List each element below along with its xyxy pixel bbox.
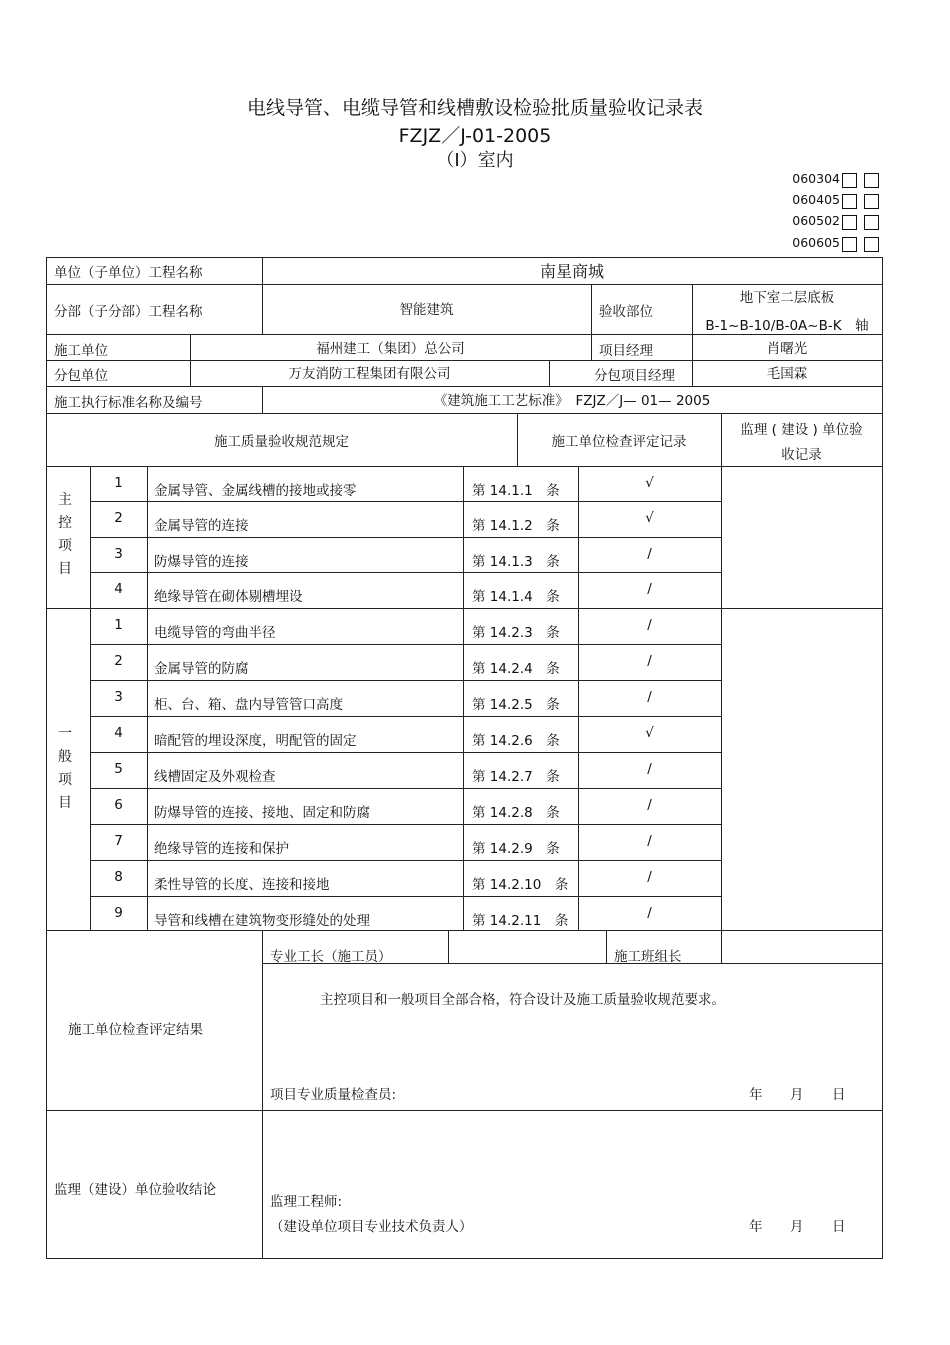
project-manager-label: 项目经理 (599, 343, 653, 359)
code-number: 060502 (792, 213, 840, 228)
code-checkbox[interactable] (842, 194, 857, 209)
standard-value: 《建筑施工工艺标准》 FZJZ／J— 01— 2005 (433, 393, 711, 409)
item-name: 暗配管的埋设深度，明配管的固定 (154, 733, 357, 749)
item-number: 4 (114, 725, 123, 741)
item-name: 柔性导管的长度、连接和接地 (154, 877, 330, 893)
item-number: 2 (114, 510, 123, 526)
sub-project-value: 智能建筑 (399, 302, 454, 318)
item-name: 绝缘导管在砌体剔槽埋设 (154, 589, 303, 605)
item-result: √ (645, 510, 654, 526)
table-rule (46, 386, 883, 387)
table-rule (46, 284, 883, 285)
code-checkbox[interactable] (842, 237, 857, 252)
table-rule (448, 930, 449, 964)
item-clause: 第 14.1.4 条 (472, 589, 560, 605)
table-rule (46, 466, 883, 467)
date-month: 月 (790, 1087, 804, 1103)
table-rule (90, 860, 722, 861)
acceptance-location-line1: 地下室二层底板 (739, 290, 835, 306)
item-clause: 第 14.2.6 条 (472, 733, 560, 749)
supervisor-sub-label: （建设单位项目专业技术负责人） (270, 1219, 473, 1235)
sub-manager-value: 毛国霖 (766, 366, 808, 382)
date-month-2: 月 (790, 1219, 804, 1235)
item-clause: 第 14.2.7 条 (472, 769, 560, 785)
form-code: FZJZ／J-01-2005 (398, 125, 552, 147)
item-number: 2 (114, 653, 123, 669)
subcontractor-label: 分包单位 (54, 368, 108, 384)
code-checkbox[interactable] (842, 173, 857, 188)
table-rule (90, 680, 722, 681)
item-number: 4 (114, 581, 123, 597)
table-rule (721, 930, 722, 964)
item-number: 8 (114, 869, 123, 885)
code-checkbox[interactable] (842, 215, 857, 230)
item-number: 6 (114, 797, 123, 813)
code-number: 060304 (792, 171, 840, 186)
item-name: 导管和线槽在建筑物变形缝处的处理 (154, 913, 370, 929)
item-clause: 第 14.1.3 条 (472, 554, 560, 570)
date-day-2: 日 (832, 1219, 846, 1235)
item-name: 柜、台、箱、盘内导管管口高度 (154, 697, 343, 713)
table-rule (147, 466, 148, 931)
unit-project-label: 单位（子单位）工程名称 (54, 265, 203, 281)
item-result: / (647, 546, 652, 562)
table-rule (591, 284, 592, 361)
item-number: 3 (114, 689, 123, 705)
code-checkbox[interactable] (864, 215, 879, 230)
table-rule (46, 930, 883, 931)
subcontractor-value: 万友消防工程集团有限公司 (288, 366, 451, 382)
table-rule (90, 752, 722, 753)
item-result: √ (645, 725, 654, 741)
item-number: 3 (114, 546, 123, 562)
table-rule (90, 824, 722, 825)
contractor-result-text: 主控项目和一般项目全部合格，符合设计及施工质量验收规范要求。 (320, 992, 725, 1008)
check-column-header: 施工单位检查评定记录 (551, 434, 687, 450)
table-rule (463, 466, 464, 931)
contractor-label: 施工单位 (54, 343, 108, 359)
item-result: / (647, 653, 652, 669)
date-day: 日 (832, 1087, 846, 1103)
form-subtitle: （Ⅰ）室内 (436, 150, 514, 171)
team-leader-label: 施工班组长 (614, 949, 682, 965)
supervision-conclusion-label: 监理（建设）单位验收结论 (54, 1182, 216, 1198)
item-result: / (647, 617, 652, 633)
item-clause: 第 14.2.8 条 (472, 805, 560, 821)
table-rule (46, 608, 883, 609)
acceptance-location-line2: B-1~B-10/B-0A~B-K 轴 (705, 318, 869, 334)
supervision-column-header-line2: 收记录 (781, 447, 822, 463)
table-rule (90, 644, 722, 645)
item-name: 金属导管的连接 (154, 518, 249, 534)
item-clause: 第 14.2.5 条 (472, 697, 560, 713)
item-clause: 第 14.1.1 条 (472, 483, 560, 499)
table-rule (90, 716, 722, 717)
item-number: 1 (114, 475, 123, 491)
item-name: 防爆导管的连接 (154, 554, 249, 570)
table-rule (721, 413, 722, 931)
item-result: / (647, 689, 652, 705)
table-rule (90, 788, 722, 789)
item-clause: 第 14.2.10 条 (472, 877, 569, 893)
item-clause: 第 14.2.3 条 (472, 625, 560, 641)
main-group-label: 主 控 项 目 (58, 492, 72, 577)
general-group-label: 一 般 项 目 (58, 726, 72, 811)
table-rule (549, 360, 550, 387)
contractor-result-label: 施工单位检查评定结果 (68, 1022, 203, 1038)
inspector-label: 项目专业质量检查员: (270, 1087, 397, 1103)
table-rule (606, 930, 607, 964)
date-year-2: 年 (749, 1219, 763, 1235)
code-number: 060605 (792, 235, 840, 250)
item-result: / (647, 905, 652, 921)
item-result: √ (645, 475, 654, 491)
table-rule (90, 501, 722, 502)
table-rule (262, 930, 263, 1259)
code-checkbox[interactable] (864, 173, 879, 188)
item-result: / (647, 581, 652, 597)
standard-label: 施工执行标准名称及编号 (54, 395, 203, 411)
item-name: 线槽固定及外观检查 (154, 769, 276, 785)
form-title: 电线导管、电缆导管和线槽敷设检验批质量验收记录表 (246, 97, 703, 119)
item-clause: 第 14.1.2 条 (472, 518, 560, 534)
sub-project-label: 分部（子分部）工程名称 (54, 304, 203, 320)
table-rule (46, 257, 47, 1259)
code-checkbox[interactable] (864, 237, 879, 252)
item-result: / (647, 797, 652, 813)
code-checkbox[interactable] (864, 194, 879, 209)
table-rule (90, 572, 722, 573)
sub-manager-label: 分包项目经理 (594, 368, 675, 384)
item-name: 金属导管的防腐 (154, 661, 249, 677)
spec-column-header: 施工质量验收规范规定 (214, 434, 349, 450)
item-name: 绝缘导管的连接和保护 (154, 841, 289, 857)
table-rule (46, 1110, 883, 1111)
table-rule (882, 257, 883, 1259)
item-clause: 第 14.2.9 条 (472, 841, 560, 857)
table-rule (46, 334, 883, 335)
project-manager-value: 肖曙光 (766, 341, 808, 357)
table-rule (90, 896, 722, 897)
item-name: 电缆导管的弯曲半径 (154, 625, 276, 641)
item-name: 防爆导管的连接、接地、固定和防腐 (154, 805, 370, 821)
table-rule (46, 257, 883, 258)
foreman-label: 专业工长（施工员） (270, 949, 392, 965)
table-rule (46, 360, 883, 361)
item-number: 5 (114, 761, 123, 777)
item-result: / (647, 761, 652, 777)
item-number: 7 (114, 833, 123, 849)
item-number: 9 (114, 905, 123, 921)
date-year: 年 (749, 1087, 763, 1103)
item-clause: 第 14.2.4 条 (472, 661, 560, 677)
unit-project-value: 南星商城 (539, 262, 604, 281)
item-name: 金属导管、金属线槽的接地或接零 (154, 483, 357, 499)
item-result: / (647, 833, 652, 849)
contractor-value: 福州建工（集团）总公司 (316, 341, 465, 357)
table-rule (46, 1258, 883, 1259)
acceptance-location-label: 验收部位 (599, 304, 653, 320)
item-clause: 第 14.2.11 条 (472, 913, 569, 929)
table-rule (90, 537, 722, 538)
item-number: 1 (114, 617, 123, 633)
item-result: / (647, 869, 652, 885)
table-rule (46, 413, 883, 414)
supervision-column-header-line1: 监理 ( 建设 ) 单位验 (740, 422, 863, 438)
supervisor-label: 监理工程师: (270, 1194, 343, 1210)
code-number: 060405 (792, 192, 840, 207)
